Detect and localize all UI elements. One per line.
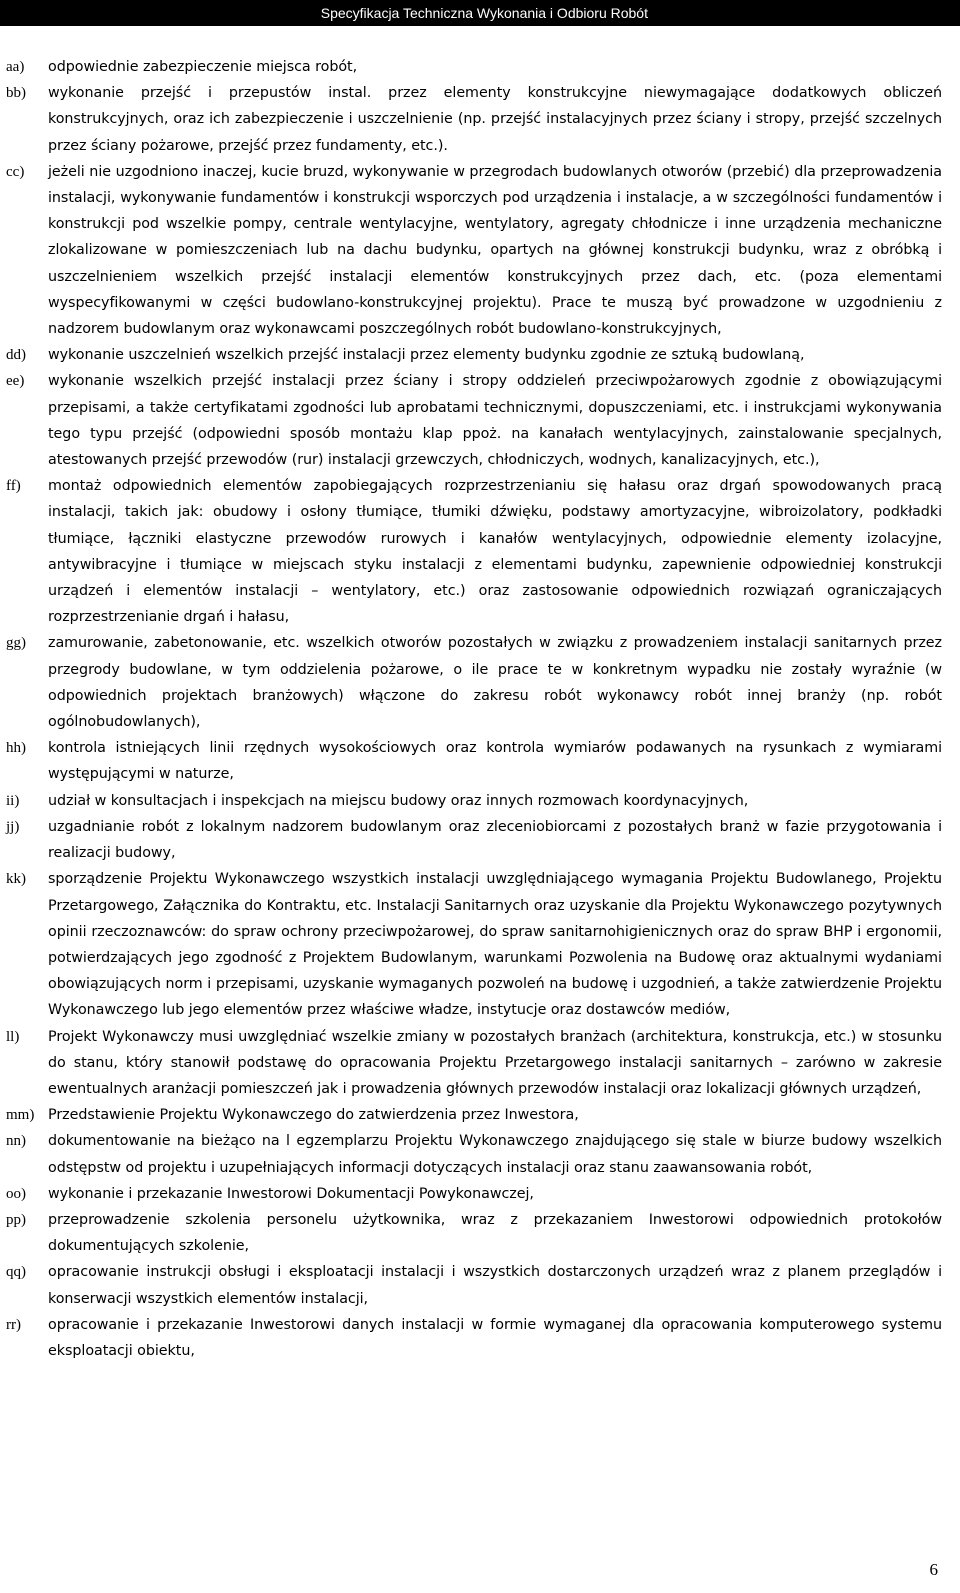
list-item [0, 735, 960, 787]
list-item-label: cc) [6, 163, 25, 180]
list-item-label: mm) [6, 1107, 35, 1124]
list-item [0, 342, 960, 368]
list-item-text: dokumentowanie na bieżąco na l egzemplarzu Projektu Wykonawczego znajdującego się stale w biurze budowy wszelkich odstępstw od projektu i uzupełniających informacji dotyczących instalacji oraz stanu zaawansowania robót, [48, 1133, 942, 1176]
list-item-text: uzgadnianie robót z lokalnym nadzorem budowlanym oraz zleceniobiorcami z pozostałych branż w fazie przygotowania i realizacji budowy, [48, 818, 942, 862]
list-item-text: wykonanie i przekazanie Inwestorowi Dokumentacji Powykonawczej, [48, 1185, 534, 1202]
list-item-label: jj) [6, 818, 20, 835]
list-item-label: ff) [6, 478, 21, 495]
list-item-label: kk) [6, 871, 26, 888]
list-item-label: dd) [6, 347, 26, 364]
list-item-text: opracowanie instrukcji obsługi i eksploatacji instalacji i wszystkich dostarczonych urządzeń wraz z planem przeglądów i konserwacji wszystkich elementów instalacji, [48, 1264, 942, 1307]
list-item-text: przeprowadzenie szkolenia personelu użytkownika, wraz z przekazaniem Inwestorowi odpowiednich protokołów dokumentujących szkolenie, [48, 1211, 942, 1255]
list-item-label: rr) [6, 1316, 21, 1333]
list-item-text: kontrola istniejących linii rzędnych wysokościowych oraz kontrola wymiarów podawanych na rysunkach z wymiarami występującymi w naturze, [48, 740, 942, 783]
list-item-text: Przedstawienie Projektu Wykonawczego do zatwierdzenia przez Inwestora, [48, 1107, 579, 1124]
page-number: 6 [929, 1560, 938, 1579]
list-item-text: opracowanie i przekazanie Inwestorowi danych instalacji w formie wymaganej dla opracowania komputerowego systemu eksploatacji obiektu, [48, 1316, 942, 1359]
list-item-label: qq) [6, 1264, 26, 1281]
list-item [0, 1128, 960, 1180]
list-item [0, 814, 960, 866]
list-item-text: wykonanie uszczelnień wszelkich przejść instalacji przez elementy budynku zgodnie ze sztuką budowlaną, [48, 347, 805, 364]
list-item-text: wykonanie przejść i przepustów instal. przez elementy konstrukcyjne niewymagające dodatkowych obliczeń konstrukcyjnych, oraz ich zabezpieczenie i uszczelnienie (np. przejść instalacyjnych przez ściany i stropy, przejść szczelnych przez ściany pożarowe, przejść przez fundamenty, etc.). [48, 85, 942, 154]
list-item-label: hh) [6, 740, 26, 757]
list-item-label: ll) [6, 1028, 20, 1045]
list-item [0, 473, 960, 630]
list-item [0, 1312, 960, 1364]
list-item [0, 159, 960, 342]
list-item-label: aa) [6, 59, 25, 75]
list-item [0, 368, 960, 473]
list-item [0, 1181, 960, 1207]
list-item [0, 1259, 960, 1311]
list-item-text: montaż odpowiednich elementów zapobiegających rozprzestrzenianiu się hałasu oraz drgań spowodowanych pracą instalacji, takich jak: obudowy i osłony tłumiące, tłumiki dźwięku, podstawy amortyzacyjne, wibroizolatory, podkładki tłumiące, łączniki elastyczne przewodów rurowych i kanałów wentylacyjnych, odpowiednie elementy izolacyjne, antywibracyjne i tłumiące w miejscach styku instalacji z elementami budynku, zapewnienie odpowiedniej konstrukcji urządzeń i elementów instalacji – wentylatory, etc.) oraz zastosowanie odpowiednich rozwiązań ograniczających rozprzestrzenianie drgań i hałasu, [48, 478, 942, 626]
list-item [0, 80, 960, 159]
list-item-label: nn) [6, 1133, 26, 1150]
list-item-text: jeżeli nie uzgodniono inaczej, kucie bruzd, wykonywanie w przegrodach budowlanych otworów (przebić) dla przeprowadzenia instalacji, wykonywanie fundamentów i konstrukcji wsporczych pod urządzenia i instalacje, a w szczególności fundamentów i konstrukcji pod wszelkie pompy, centrale wentylacyjne, wentylatory, agregaty chłodnicze i inne urządzenia mechaniczne zlokalizowane w pomieszczeniach lub na dachu budynku, opartych na głównej konstrukcji budynku, wraz z obróbką i uszczelnieniem wszelkich przejść instalacji elementów konstrukcyjnych przez dach, etc. (poza elementami wyspecyfikowanymi w części budowlano-konstrukcyjnej projektu). Prace te muszą być prowadzone w uzgodnieniu z nadzorem budowlanym oraz wykonawcami poszczególnych robót budowlano-konstrukcyjnych, [48, 163, 942, 338]
list-item [0, 54, 960, 80]
list-item [0, 1102, 960, 1128]
list-item-text: sporządzenie Projektu Wykonawczego wszystkich instalacji uwzględniającego wymagania Projektu Budowlanego, Projektu Przetargowego, Załącznika do Kontraktu, etc. Instalacji Sanitarnych oraz uzyskanie dla Projektu Wykonawczego pozytywnych opinii rzeczoznawców: do spraw ochrony przeciwpożarowej, do spraw sanitarnohigienicznych oraz do spraw BHP i ergonomii, potwierdzających jego zgodność z Projektem Budowlanym, warunkami Pozwolenia na Budowę oraz aktualnymi wydaniami obowiązujących norm i przepisami, uzyskanie wymaganych pozwoleń na budowę i uzgodnień, a także zatwierdzenie Projektu Wykonawczego lub jego elementów przez właściwe władze, instytucje oraz dostawców mediów, [48, 871, 942, 1019]
list-item-label: oo) [6, 1185, 26, 1202]
list-item-text: udział w konsultacjach i inspekcjach na miejscu budowy oraz innych rozmowach koordynacyjnych, [48, 792, 749, 809]
list-item-label: ii) [6, 792, 20, 809]
list-item-text: wykonanie wszelkich przejść instalacji przez ściany i stropy oddzieleń przeciwpożarowych zgodnie z obowiązującymi przepisami, a także certyfikatami zgodności lub aprobatami technicznymi, dopuszczeniami, etc. i instrukcjami wykonywania tego typu przejść (odpowiedni sposób montażu klap ppoż. na kanałach wentylacyjnych, zainstalowanie specjalnych, atestowanych przejść przewodów (rur) instalacji grzewczych, chłodniczych, wodnych, kanalizacyjnych, etc.), [48, 373, 942, 469]
document-body [0, 54, 960, 1364]
list-item [0, 788, 960, 814]
list-item-text: odpowiednie zabezpieczenie miejsca robót, [48, 59, 358, 75]
list-item [0, 1024, 960, 1103]
list-item [0, 866, 960, 1023]
list-item-text: Projekt Wykonawczy musi uwzględniać wszelkie zmiany w pozostałych branżach (architektura, konstrukcja, etc.) w stosunku do stanu, który stanowił podstawę do opracowania Projektu Przetargowego instalacji sanitarnych – zarówno w zakresie ewentualnych aranżacji pomieszczeń jak i prowadzenia głównych przewodów instalacji oraz lokalizacji głównych urządzeń, [48, 1028, 942, 1097]
list-item [0, 630, 960, 735]
list-item [0, 1207, 960, 1259]
list-item-label: ee) [6, 373, 25, 390]
document-header [0, 0, 960, 26]
list-item-text: zamurowanie, zabetonowanie, etc. wszelkich otworów pozostałych w związku z prowadzeniem instalacji sanitarnych przez przegrody budowlane, w tym oddzielenia pożarowe, o ile prace te w konkretnym wypadku nie zostały wyraźnie (w odpowiednich projektach branżowych) włączone do zakresu robót wykonawcy robót innej branży (np. robót ogólnobudowlanych), [48, 635, 942, 731]
list-item-label: bb) [6, 85, 26, 102]
list-item-label: gg) [6, 635, 26, 652]
list-item-label: pp) [6, 1211, 26, 1228]
header-title: Specyfikacja Techniczna Wykonania i Odbioru Robót [320, 5, 648, 21]
